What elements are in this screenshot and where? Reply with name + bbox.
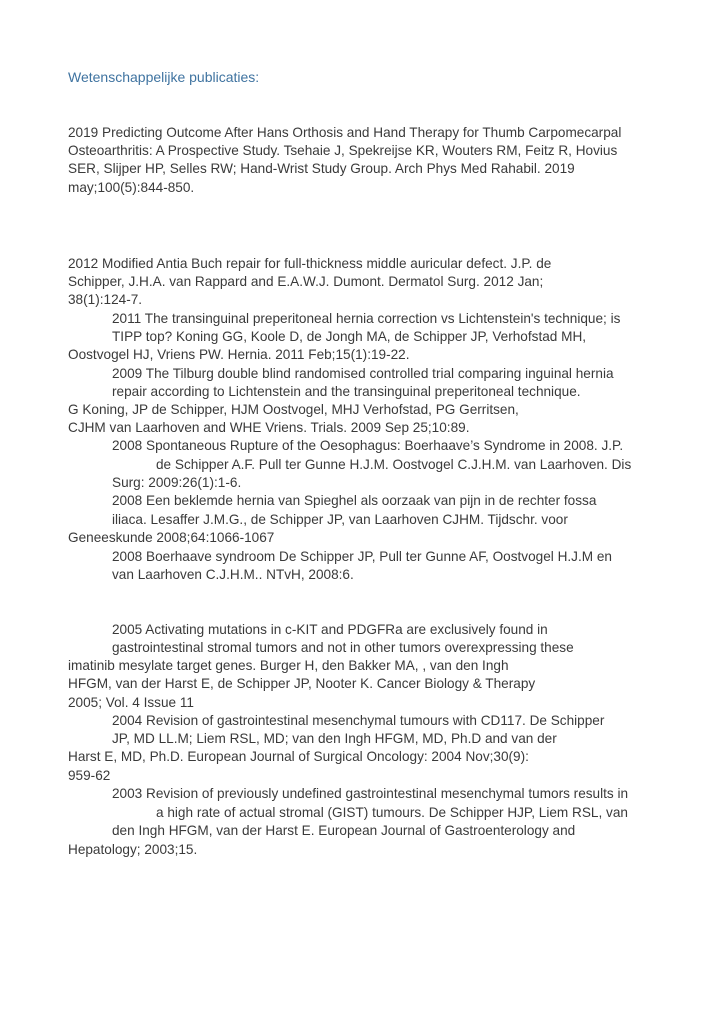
publication-2008a-line-1: 2008 Spontaneous Rupture of the Oesophagus: Boerhaave’s Syndrome in 2008. J.P.	[112, 438, 624, 453]
publication-2005-line-3: imatinib mesylate target genes. Burger H, den Bakker MA, , van den Ingh	[68, 658, 509, 673]
publication-2005-line-5: 2005; Vol. 4 Issue 11	[68, 695, 194, 710]
publication-2012-line-3: 38(1):124-7.	[68, 292, 143, 307]
publication-2008c-line-2: van Laarhoven C.J.H.M.. NTvH, 2008:6.	[112, 567, 354, 582]
publication-2009-line-3: G Koning, JP de Schipper, HJM Oostvogel, MHJ Verhofstad, PG Gerritsen,	[68, 402, 519, 417]
publication-2019-line-4: may;100(5):844-850.	[68, 180, 195, 195]
publication-2008c-line-1: 2008 Boerhaave syndroom De Schipper JP, Pull ter Gunne AF, Oostvogel H.J.M en	[112, 549, 612, 564]
publication-2019-line-2: Osteoarthritis: A Prospective Study. Tsehaie J, Spekreijse KR, Wouters RM, Feitz R, Hovius	[68, 143, 618, 158]
publication-2008a-line-2: de Schipper A.F. Pull ter Gunne H.J.M. Oostvogel C.J.H.M. van Laarhoven. Dis	[156, 457, 632, 472]
publication-2005-line-2: gastrointestinal stromal tumors and not in other tumors overexpressing these	[112, 640, 574, 655]
publication-2004-line-2: JP, MD LL.M; Liem RSL, MD; van den Ingh HFGM, MD, Ph.D and van der	[112, 731, 557, 746]
publication-2012-line-2: Schipper, J.H.A. van Rappard and E.A.W.J. Dumont. Dermatol Surg. 2012 Jan;	[68, 274, 544, 289]
publication-2012-line-1: 2012 Modified Antia Buch repair for full-thickness middle auricular defect. J.P. de	[68, 256, 552, 271]
publication-2008b-line-2: iliaca. Lesaffer J.M.G., de Schipper JP, van Laarhoven CJHM. Tijdschr. voor	[112, 512, 568, 527]
publication-2009-line-1: 2009 The Tilburg double blind randomised controlled trial comparing inguinal hernia	[112, 366, 614, 381]
publication-2011-line-2: TIPP top? Koning GG, Koole D, de Jongh MA, de Schipper JP, Verhofstad MH,	[112, 329, 587, 344]
publication-2005-line-4: HFGM, van der Harst E, de Schipper JP, Nooter K. Cancer Biology & Therapy	[68, 676, 536, 691]
publication-2004-line-3: Harst E, MD, Ph.D. European Journal of Surgical Oncology: 2004 Nov;30(9):	[68, 749, 529, 764]
publication-2003-line-1: 2003 Revision of previously undefined gastrointestinal mesenchymal tumors results in	[112, 786, 629, 801]
publication-2008b-line-1: 2008 Een beklemde hernia van Spieghel als oorzaak van pijn in de rechter fossa	[112, 493, 597, 508]
publication-2008a-line-3: Surg: 2009:26(1):1-6.	[112, 475, 242, 490]
publication-2011-line-1: 2011 The transinguinal preperitoneal hernia correction vs Lichtenstein's technique; is	[112, 311, 621, 326]
publication-2003-line-3: den Ingh HFGM, van der Harst E. European Journal of Gastroenterology and	[112, 823, 576, 838]
publication-2008b-line-3: Geneeskunde 2008;64:1066-1067	[68, 530, 275, 545]
publication-2019-line-3: SER, Slijper HP, Selles RW; Hand-Wrist Study Group. Arch Phys Med Rahabil. 2019	[68, 161, 575, 176]
publication-2003-line-2: a high rate of actual stromal (GIST) tumours. De Schipper HJP, Liem RSL, van	[156, 805, 628, 820]
publication-2019-line-1: 2019 Predicting Outcome After Hans Orthosis and Hand Therapy for Thumb Carpomecarpal	[68, 125, 622, 140]
publication-2005-line-1: 2005 Activating mutations in c-KIT and PDGFRa are exclusively found in	[112, 622, 548, 637]
publication-2004-line-4: 959-62	[68, 768, 111, 783]
publication-2003-line-4: Hepatology; 2003;15.	[68, 842, 198, 857]
publication-2004-line-1: 2004 Revision of gastrointestinal mesenchymal tumours with CD117. De Schipper	[112, 713, 605, 728]
publication-2009-line-2: repair according to Lichtenstein and the transinguinal preperitoneal technique.	[112, 384, 581, 399]
page-title: Wetenschappelijke publicaties:	[68, 69, 260, 85]
publication-2009-line-4: CJHM van Laarhoven and WHE Vriens. Trials. 2009 Sep 25;10:89.	[68, 420, 470, 435]
publication-2011-line-3: Oostvogel HJ, Vriens PW. Hernia. 2011 Feb;15(1):19-22.	[68, 347, 410, 362]
